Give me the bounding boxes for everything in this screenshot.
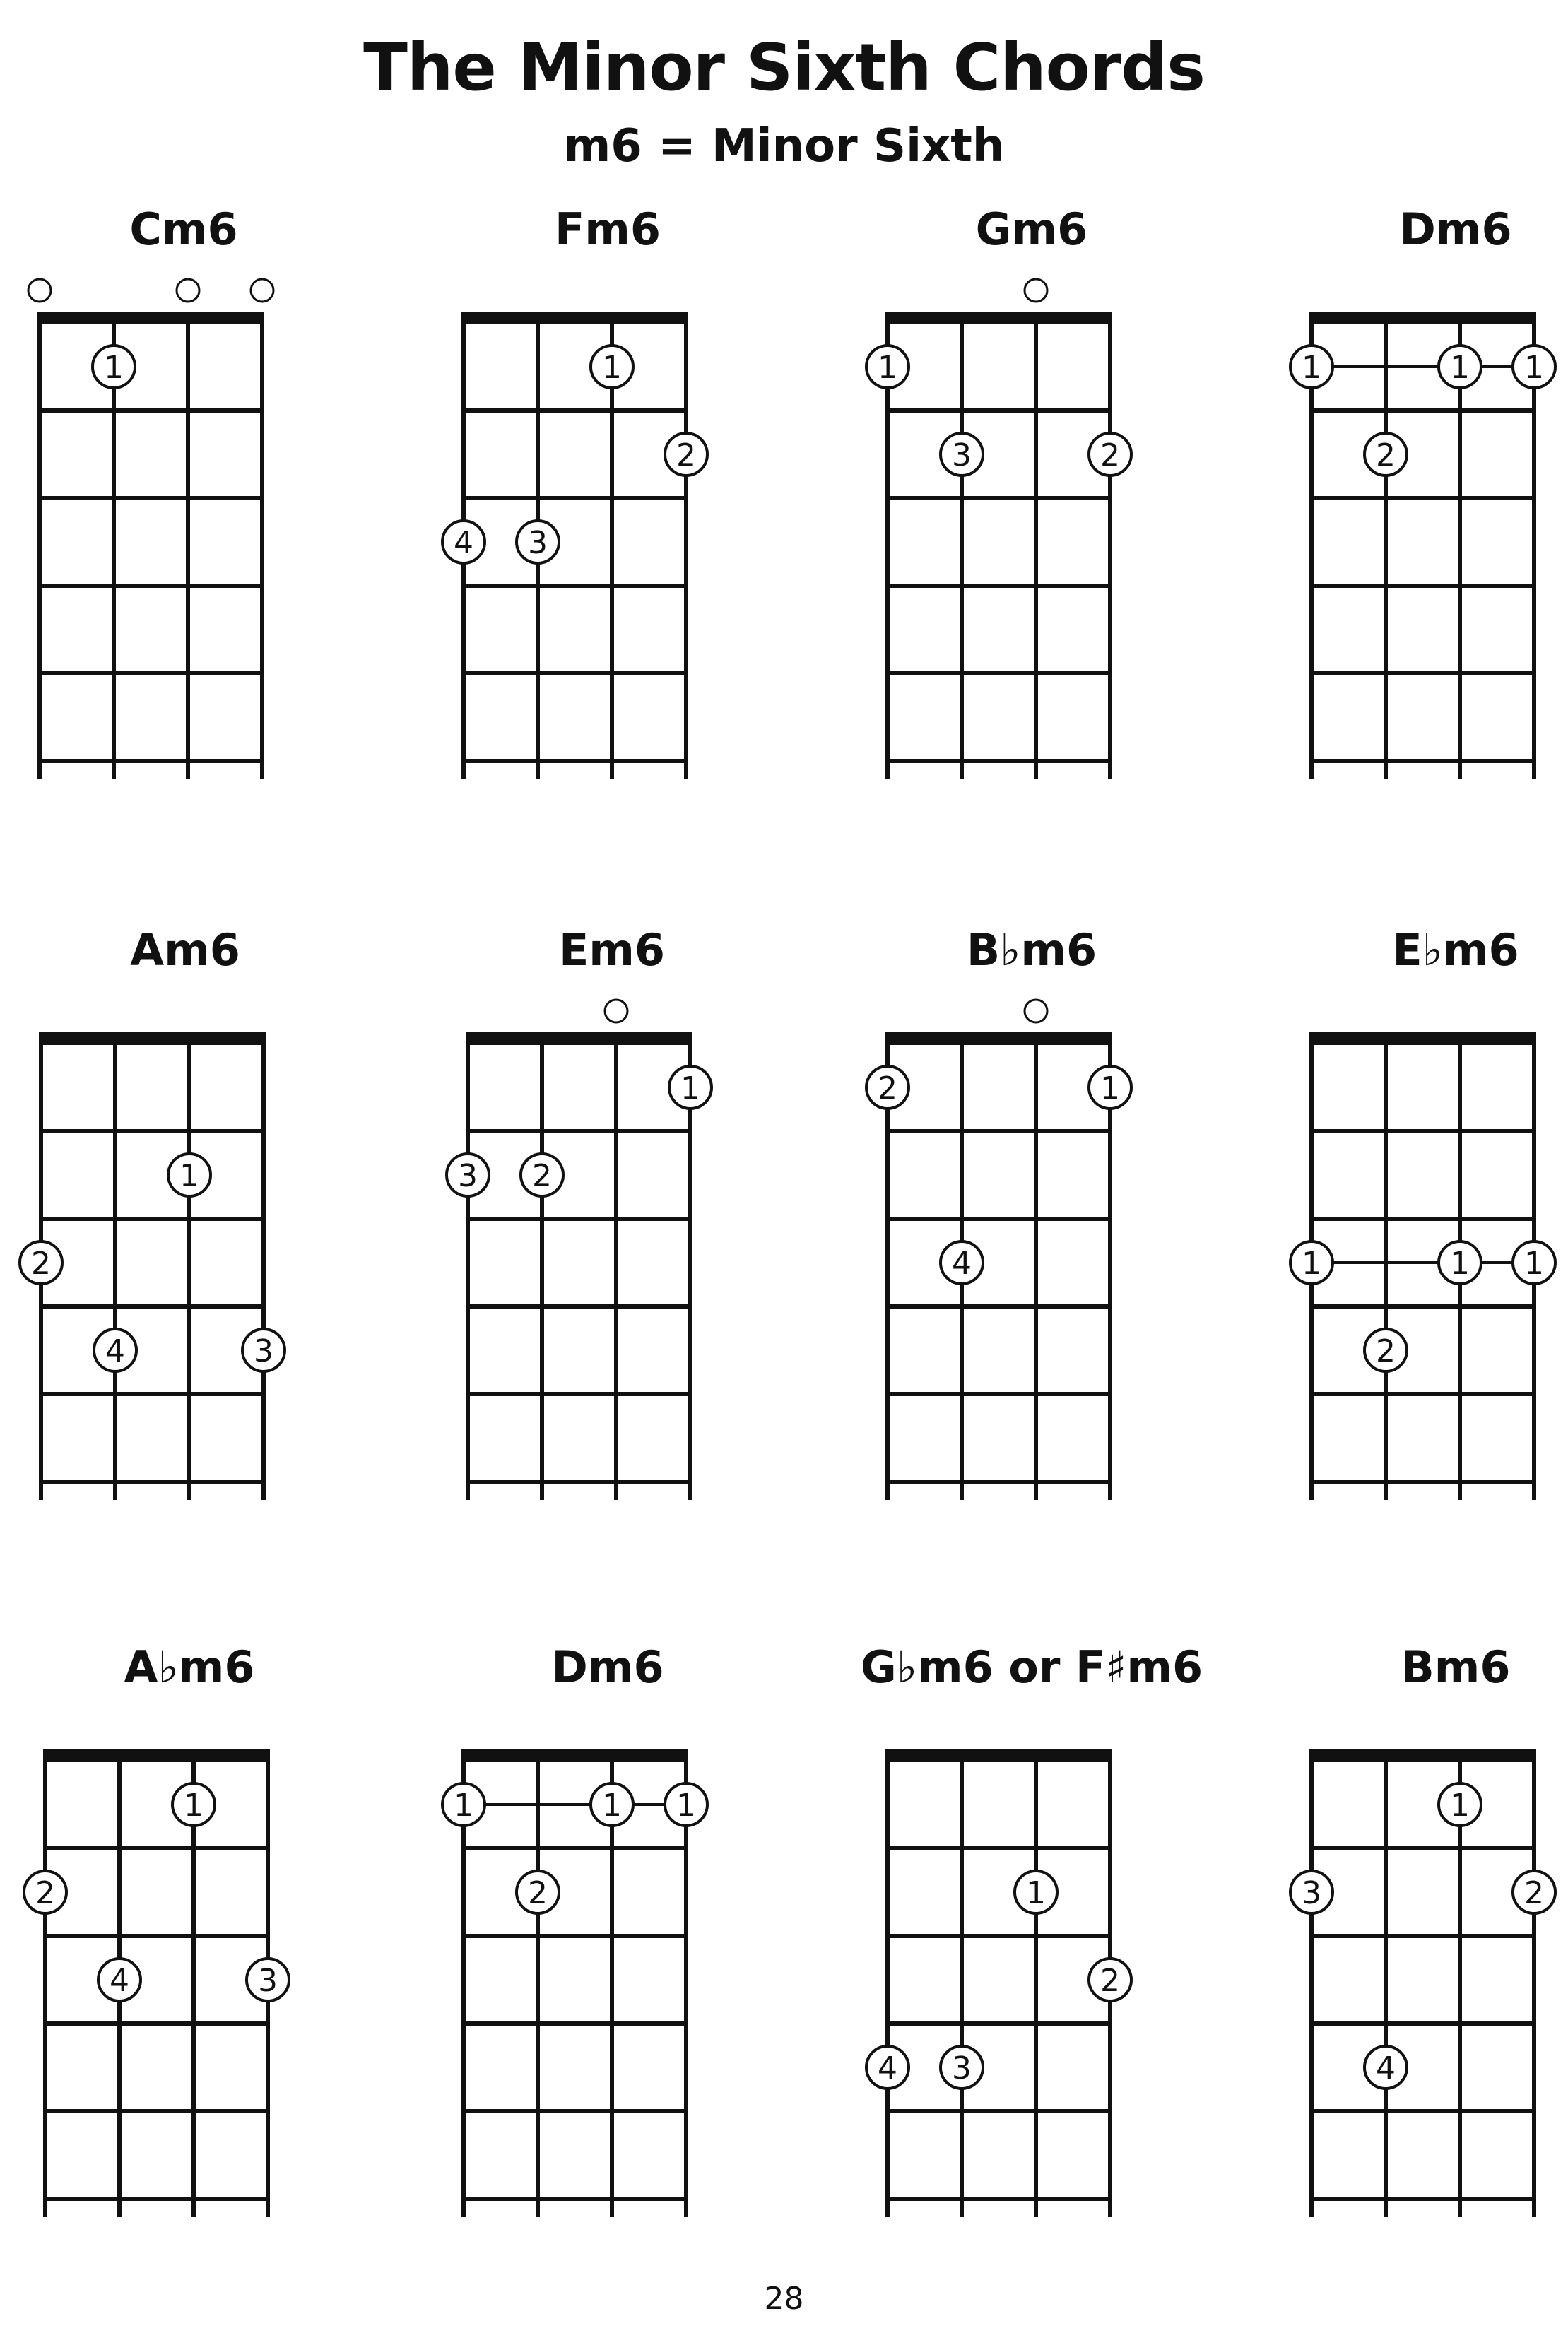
fretboard bbox=[458, 986, 700, 1572]
chord-diagram-em6 bbox=[458, 922, 760, 1558]
chord-diagram-bm6 bbox=[1302, 1639, 1568, 2275]
finger-number: 2 bbox=[1524, 1875, 1544, 1911]
finger-number: 1 bbox=[1302, 350, 1321, 386]
finger-number: 2 bbox=[31, 1246, 51, 1282]
chord-name: Dm6 bbox=[1399, 203, 1512, 255]
open-string-marker bbox=[1025, 279, 1047, 302]
finger-number: 2 bbox=[676, 437, 696, 473]
finger-number: 1 bbox=[1524, 350, 1544, 386]
nut bbox=[466, 1032, 692, 1045]
fretboard bbox=[454, 265, 696, 851]
finger-number: 4 bbox=[454, 525, 473, 561]
nut bbox=[461, 1749, 688, 1762]
finger-number: 3 bbox=[1302, 1875, 1321, 1911]
chord-diagram-am6 bbox=[31, 922, 334, 1558]
finger-number: 3 bbox=[952, 2050, 972, 2086]
nut bbox=[39, 1032, 266, 1045]
finger-number: 4 bbox=[110, 1963, 129, 1999]
finger-number: 2 bbox=[35, 1875, 55, 1911]
finger-number: 1 bbox=[878, 350, 897, 386]
nut bbox=[885, 1749, 1112, 1762]
fretboard bbox=[878, 1703, 1120, 2289]
finger-number: 4 bbox=[105, 1333, 125, 1369]
nut bbox=[1309, 1032, 1536, 1045]
nut bbox=[1309, 1749, 1536, 1762]
chord-diagram-bbm6 bbox=[878, 922, 1180, 1558]
finger-number: 1 bbox=[1450, 1246, 1470, 1282]
finger-number: 2 bbox=[1100, 1963, 1120, 1999]
finger-number: 1 bbox=[1302, 1246, 1321, 1282]
chord-name: Em6 bbox=[558, 924, 666, 976]
chord-diagram-cm6 bbox=[35, 201, 332, 837]
finger-number: 2 bbox=[528, 1875, 548, 1911]
chord-name: Bm6 bbox=[1401, 1641, 1511, 1693]
finger-number: 3 bbox=[258, 1963, 278, 1999]
finger-number: 1 bbox=[454, 1788, 473, 1824]
chord-diagram-fm6 bbox=[454, 201, 756, 837]
chord-name: E♭m6 bbox=[1392, 924, 1519, 976]
nut bbox=[885, 312, 1112, 324]
finger-number: 4 bbox=[878, 2050, 897, 2086]
nut bbox=[43, 1749, 270, 1762]
finger-number: 1 bbox=[1450, 350, 1470, 386]
fretboard bbox=[31, 986, 273, 1572]
finger-number: 1 bbox=[179, 1158, 199, 1194]
fretboard bbox=[454, 1703, 696, 2289]
chord-diagram-ebm6 bbox=[1302, 922, 1568, 1558]
nut bbox=[461, 312, 688, 324]
finger-number: 2 bbox=[878, 1070, 897, 1106]
finger-number: 2 bbox=[1376, 437, 1396, 473]
fretboard bbox=[878, 265, 1120, 851]
finger-number: 1 bbox=[602, 1788, 622, 1824]
open-string-marker bbox=[1025, 1000, 1047, 1022]
chord-name: Cm6 bbox=[129, 203, 238, 255]
fretboard bbox=[35, 1703, 278, 2289]
finger-number: 4 bbox=[1376, 2050, 1396, 2086]
finger-number: 3 bbox=[528, 525, 548, 561]
chord-name: A♭m6 bbox=[124, 1641, 255, 1693]
page-number: 28 bbox=[764, 2281, 804, 2317]
finger-number: 1 bbox=[1026, 1875, 1046, 1911]
fretboard bbox=[878, 986, 1120, 1572]
finger-number: 3 bbox=[254, 1333, 273, 1369]
chord-name: G♭m6 or F♯m6 bbox=[860, 1641, 1203, 1693]
chord-name: Gm6 bbox=[975, 203, 1088, 255]
finger-number: 2 bbox=[1100, 437, 1120, 473]
open-string-marker bbox=[251, 279, 273, 302]
finger-number: 1 bbox=[1450, 1788, 1470, 1824]
chord-name: B♭m6 bbox=[966, 924, 1097, 976]
chord-diagram-abm6 bbox=[35, 1639, 338, 2275]
nut bbox=[885, 1032, 1112, 1045]
nut bbox=[37, 312, 264, 324]
finger-number: 2 bbox=[1376, 1333, 1396, 1369]
finger-number: 1 bbox=[184, 1788, 204, 1824]
fretboard bbox=[1302, 1703, 1544, 2289]
finger-number: 1 bbox=[676, 1788, 696, 1824]
chord-name: Dm6 bbox=[551, 1641, 664, 1693]
fretboard bbox=[1302, 265, 1544, 851]
finger-number: 1 bbox=[1524, 1246, 1544, 1282]
open-string-marker bbox=[177, 279, 199, 302]
fretboard bbox=[1302, 986, 1544, 1572]
fretboard bbox=[35, 265, 261, 851]
page-title: The Minor Sixth Chords bbox=[363, 30, 1205, 105]
chord-name: Am6 bbox=[130, 924, 240, 976]
open-string-marker bbox=[28, 279, 51, 302]
page-subtitle: m6 = Minor Sixth bbox=[563, 120, 1005, 172]
finger-number: 1 bbox=[1100, 1070, 1120, 1106]
finger-number: 3 bbox=[458, 1158, 478, 1194]
chord-diagram-gm6 bbox=[878, 201, 1180, 837]
open-string-marker bbox=[605, 1000, 627, 1022]
chord-name: Fm6 bbox=[554, 203, 661, 255]
finger-number: 2 bbox=[532, 1158, 552, 1194]
chord-diagram-dm6-2 bbox=[454, 1639, 756, 2275]
chord-diagram-gbm6-fsharpm6 bbox=[860, 1639, 1203, 2275]
finger-number: 1 bbox=[104, 350, 124, 386]
finger-number: 1 bbox=[680, 1070, 700, 1106]
finger-number: 1 bbox=[602, 350, 622, 386]
nut bbox=[1309, 312, 1536, 324]
finger-number: 4 bbox=[952, 1246, 972, 1282]
chord-diagram-dm6 bbox=[1302, 201, 1568, 837]
finger-number: 3 bbox=[952, 437, 972, 473]
